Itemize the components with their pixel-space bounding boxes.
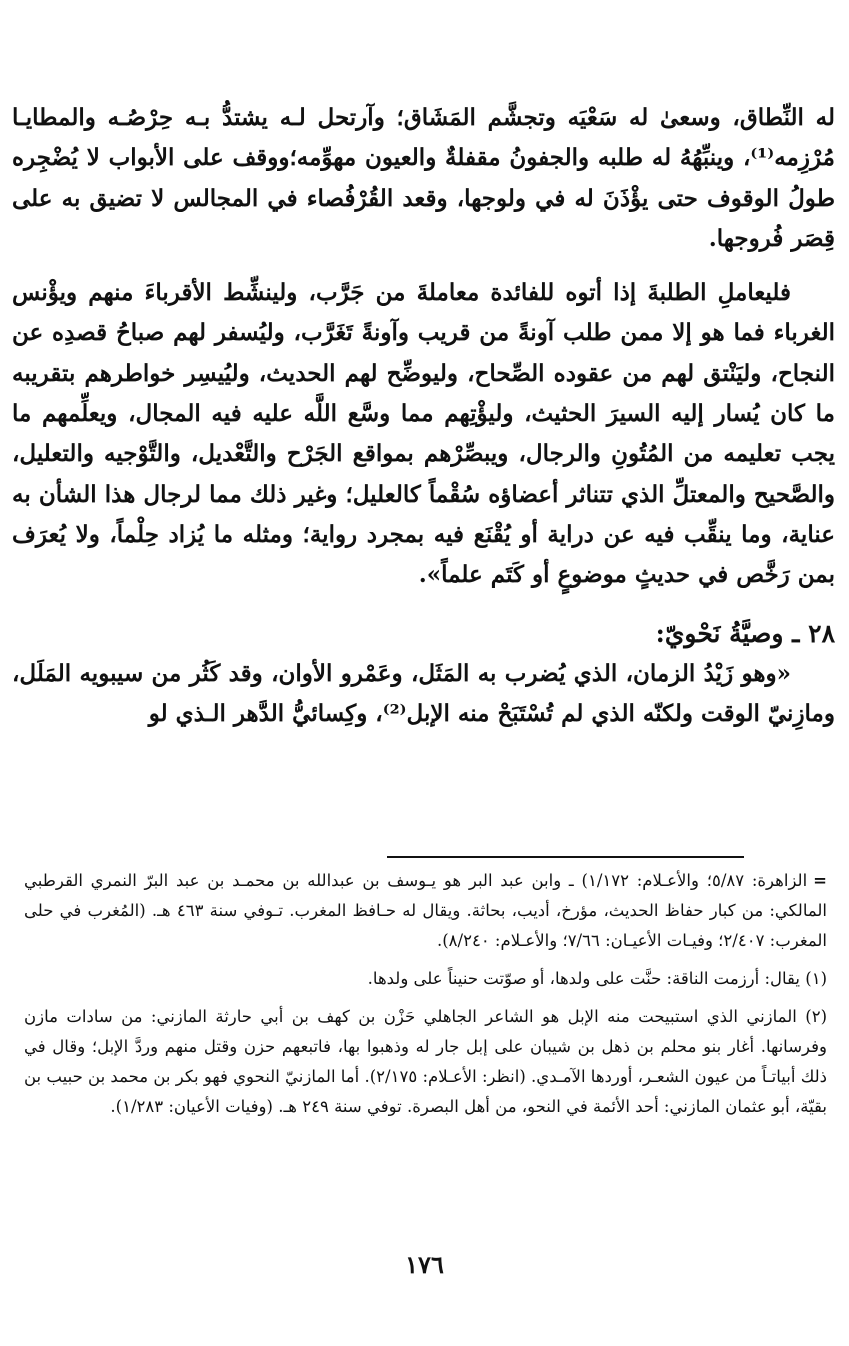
section-heading: ٢٨ ـ وصيَّةُ نَحْويّ: <box>655 618 835 648</box>
footnotes <box>24 866 827 1122</box>
footnote-divider <box>387 856 744 858</box>
paragraph-3: «وهو زَيْدُ الزمان، الذي يُضرب به المَثَل، وعَمْرو الأوان، وقد كَثُر من سيبويه المَلَل، ومازِنيّ الوقت ولكنّه الذي لم تُسْتَبَحْ منه الإبل⁽²⁾، وكِسائيُّ الدَّهر الـذي لو <box>12 659 835 727</box>
main-text <box>12 98 835 734</box>
footnote-2: (٢) المازني الذي استبيحت منه الإبل هو الشاعر الجاهلي حَزْن بن كهف بن أبي حارثة المازني: من سادات مازن وفرسانها. أغار بنو محلم بن ذهل بن شيبان على إبل جار له وذهبوا بها، فاتبعهم حزن وقتل منهم وردَّ الإبل؛ وقال في ذلك أبياتـاً من عيون الشعـر، أوردها الآمـدي. (انظر: الأعـلام: ٢/١٧٥). أما المازنيّ النحوي فهو بكر بن محمد بن حبيب بن بقيّة، أبو عثمان المازني: أحد الأئمة في النحو، من أهل البصرة. توفي سنة ٢٤٩ هـ. (وفيات الأعيان: ١/٢٨٣). <box>24 1007 827 1116</box>
footnote-1: (١) يقال: أرزمت الناقة: حنَّت على ولدها، أو صوّتت حنيناً على ولدها. <box>367 969 827 988</box>
footnote-continuation-text: الزاهرة: ٥/٨٧؛ والأعـلام: ١/١٧٢) ـ وابن عبد البر هو يـوسف بن عبدالله بن محمـد بن عبد البرّ النمري القرطبي المالكي: من كبار حفاظ الحديث، مؤرخ، أديب، بحاثة. ويقال له حـافظ المغرب. تـوفي سنة ٤٦٣ هـ. (المُغرب في حلى المغرب: ٢/٤٠٧؛ وفيـات الأعيـان: ٧/٦٦؛ والأعـلام: ٨/٢٤٠). <box>24 871 827 950</box>
paragraph-1: له النِّطاق، وسعىٰ له سَعْيَه وتجشَّم المَشَاق؛ وآرتحل لـه يشتدُّ بـه حِرْصُـه والمطايـا مُرْزِمه⁽¹⁾، وينبِّهُهُ له طلبه والجفونُ مقفلةٌ والعيون مهوِّمه؛ووقف على الأبواب لا يُضْجِره طولُ الوقوف حتى يؤْذَنَ له في ولوجها، وقعد القُرْفُصاء في المجالس لا تضيق به على قِصَر فُروجها. <box>12 104 835 252</box>
page-number: ١٧٦ <box>405 1250 444 1279</box>
continuation-marker: = <box>813 871 827 890</box>
paragraph-2: فليعاملِ الطلبةَ إذا أتوه للفائدة معاملةَ من جَرَّب، ولينشِّط الأقرباءَ منهم ويؤْنس الغرباء فما هو إلا ممن طلب آونةً من قريب وآونةً تَغَرَّب، وليُسفر لهم صباحُ قصدِه عن النجاح، وليَنْتق لهم من عقوده الصِّحاح، وليوضِّح لهم الحديث، وليُيسِر خواطرهم بتقريبه ما كان يُسار إليه السيرَ الحثيث، وليؤْتِهم مما وسَّع اللَّه عليه فيه المجال، ويعلِّمهم ما يجب تعليمه من المُتُونِ والرجال، ويبصِّرْهم بمواقع الجَرْح والتَّعْديل، والتَّوْجيه والتعليل، والصَّحيح والمعتلِّ الذي تتناثر أعضاؤه سُقْماً كالعليل؛ وغير ذلك مما لرجال هذا الشأن به عناية، وما ينقِّب فيه عن دراية أو يُقْنَع فيه بمجرد رواية؛ ومثله ما يُزاد حِلْماً، ولا يُعرَف بمن رَخَّص في حديثٍ موضوعٍ أو كَتَم علماً». <box>12 279 835 589</box>
footnote-continuation <box>24 866 827 956</box>
